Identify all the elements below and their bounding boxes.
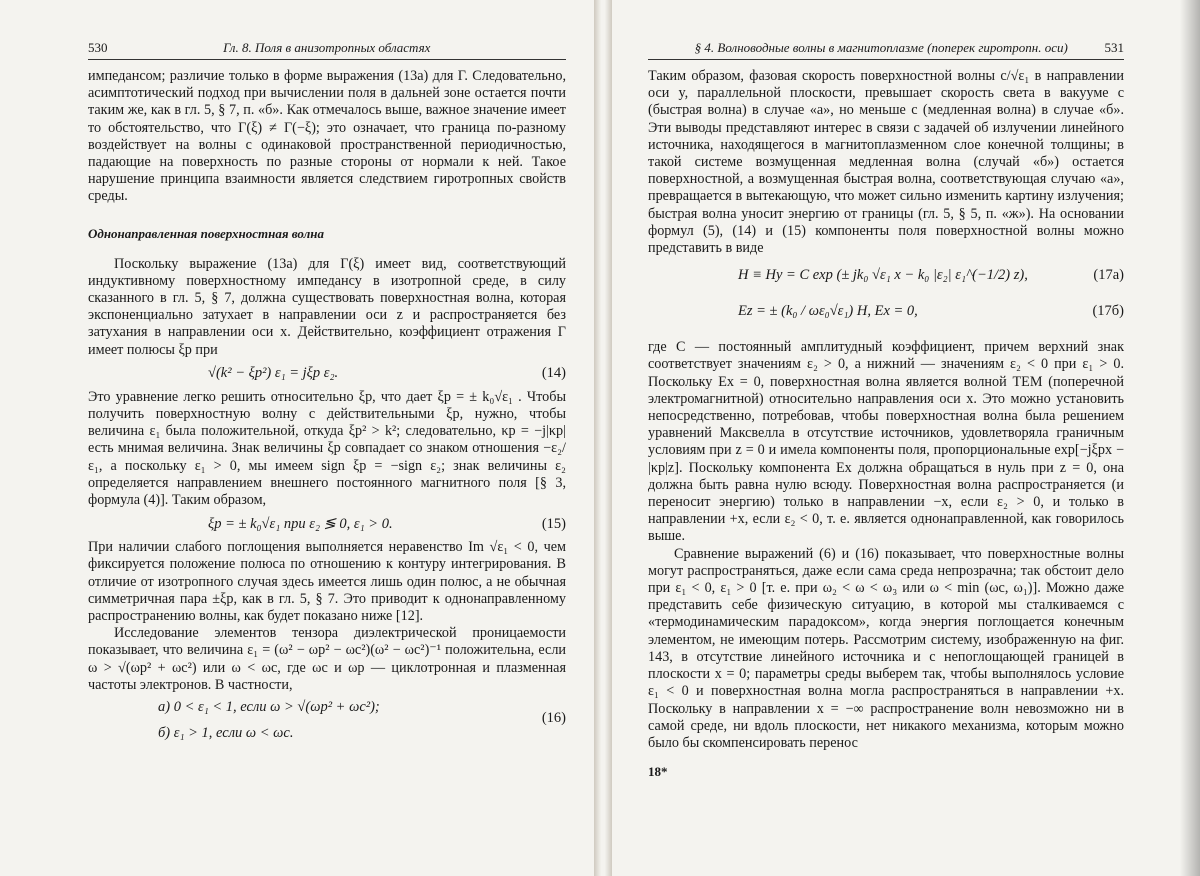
right-paragraph-2: где C — постоянный амплитудный коэффициент, причем верхний знак соответствует значениям ε₂ > 0, а нижний — значениям ε₂ < 0 при ε₁ > 0. Поскольку Ex = 0, поверхностная волна является волной TEM (поперечной электромагнитной) относительно направления оси x. Это можно установить непосредственно, потребовав, чтобы поверхностная волна была решением уравнений Максвелла в отсутствие источников, удовлетворяла граничным условиям при z = 0 и имела компоненты поля, пропорциональные exp[−jξpx − |κp|z]. Поскольку компонента Ex должна обращаться в нуль при z = 0, она должна быть равна нулю всюду. Поверхностная волна распространяется (и переносит энергию) только в направлении −x, если ε₂ > 0, и только в направлении +x, если ε₂ < 0, т. е. является однонаправленной, как говорилось выше. — [648, 339, 1124, 545]
equation-17b-number: (17б) — [1092, 302, 1124, 319]
right-paragraph-1: Таким образом, фазовая скорость поверхностной волны c/√ε₁ в направлении оси y, параллельной плоскости, превышает скорость света в вакууме c (быстрая волна) в случае «а», но меньше c (медленная волна) в случае «б». Эти выводы представляют интерес в связи с задачей об излучении линейного источника, находящегося в магнитоплазменном слое конечной толщины; в такой системе возмущенная медленная волна (случай «б») остается поверхностной, а возмущенная быстрая волна, соответствующая случаю «а», превращается в вытекающую, что может сильно изменить картину излучения; быстрая волна уносит энергию от границы (гл. 5, § 5, п. «ж»). На основании формул (5), (14) и (15) компоненты поля поверхностной волны можно представить в виде — [648, 68, 1124, 257]
right-page — [648, 40, 1124, 870]
right-page-number: 531 — [1104, 40, 1124, 55]
left-paragraph-3: Это уравнение легко решить относительно ξp, что дает ξp = ± k₀√ε₁ . Чтобы получить поверхностную волну с действительными ξp, нужно, чтобы величина ε₁ была положительной, откуда ξp² > k²; следовательно, κp = −j|κp| есть мнимая величина. Знак величины ξp совпадает со знаком отношения −ε₂/ε₁, а поскольку ε₁ > 0, мы имеем sign ξp = −sign ε₂; знак величины ε₂ определяется направлением внешнего постоянного магнитного поля [§ 3, формула (4)]. Таким образом, — [88, 388, 566, 509]
right-paragraph-3: Сравнение выражений (6) и (16) показывает, что поверхностные волны могут распространяться, даже если сама среда непрозрачна; так обстоит дело при ε₁ < 0, ε₁ > 0 [т. е. при ω₂ < ω < ω₃ или ω < min (ωc, ω₁)]. Можно даже представить себе физическую ситуацию, в которой мы сталкиваемся с «термодинамическим парадоксом», когда энергия поглощается конечным элементом, не имеющим потерь. Рассмотрим систему, изображенную на фиг. 143, в отсутствие линейного источника и с непоглощающей границей в плоскости x = 0; параметры среды выберем так, чтобы выполнялось условие ε₁ < 0 и поверхностная волна могла распространяться в направлении +x. Поскольку в направлении x = −∞ распространение волн невозможно ни в самой среде, ни вдоль плоскости, нет никакого механизма, которым можно было бы скомпенсировать перенос — [648, 545, 1124, 751]
equation-17b — [648, 293, 1124, 329]
equation-17a — [648, 257, 1124, 293]
section-subheading: Однонаправленная поверхностная волна — [88, 225, 324, 241]
equation-14 — [88, 359, 566, 389]
right-running-head — [648, 40, 1124, 60]
left-running-title: Гл. 8. Поля в анизотропных областях — [223, 40, 431, 55]
book-gutter — [594, 0, 612, 876]
left-page — [88, 40, 566, 870]
equation-15-number: (15) — [541, 515, 566, 532]
equation-17a-number: (17а) — [1093, 266, 1124, 283]
equation-14-body: √(k² − ξp²) ε₁ = jξp ε₂. — [208, 365, 339, 382]
equation-17b-body: Ez = ± (k₀ / ωε₀√ε₁) H, Ex = 0, — [738, 302, 918, 319]
page-edge-shadow — [1180, 0, 1200, 876]
left-running-head — [88, 40, 566, 60]
equation-14-number: (14) — [541, 365, 566, 382]
left-paragraph-1: импедансом; различие только в форме выражения (13а) для Г. Следовательно, асимптотический подход при вычислении поля в дальней зоне остается почти таким же, как в гл. 5, § 7, п. «б». Как отмечалось выше, важное значение имеет то обстоятельство, что Г(ξ) ≠ Г(−ξ); это означает, что граница по-разному воздействует на волны с одинаковой пространственной периодичностью, падающие на поверхность по разные стороны от нормали к ней. Такое нарушение принципа взаимности является следствием гиротропных свойств среды. — [88, 68, 566, 205]
equation-16a: а) 0 < ε₁ < 1, если ω > √(ωp² + ωc²); — [158, 699, 380, 716]
equation-16-number: (16) — [541, 710, 566, 727]
equation-15-body: ξp = ± k₀√ε₁ при ε₂ ≶ 0, ε₁ > 0. — [208, 515, 393, 532]
left-paragraph-2: Поскольку выражение (13а) для Г(ξ) имеет вид, соответствующий индуктивному поверхностному импедансу в изотропной среде, в силу сказанного в гл. 5, § 7, должна существовать поверхностная волна, которая экспоненциально затухает в направлении оси z и распространяется без затухания в направлении оси x. Действительно, коэффициент отражения Г имеет полюсы ξp при — [88, 255, 566, 358]
left-paragraph-4: При наличии слабого поглощения выполняется неравенство Im √ε₁ < 0, чем фиксируется положение полюса по отношению к контуру интегрирования. В отличие от изотропного случая здесь имеется лишь один полюс, а не обычная симметричная пара ±ξp, как в гл. 5, § 7. Это приводит к однонаправленному распространению волны, как будет показано ниже [12]. — [88, 539, 566, 625]
left-page-number: 530 — [88, 40, 108, 55]
right-running-title: § 4. Волноводные волны в магнитоплазме (поперек гиротропн. оси) — [694, 40, 1068, 55]
left-paragraph-5: Исследование элементов тензора диэлектрической проницаемости показывает, что величина ε₁ = (ω² − ωp² − ωc²)(ω² − ωc²)⁻¹ положительна, если ω > √(ωp² + ωc²) или ω < ωc, где ωc и ωp — циклотронная и плазменная частоты электронов. В частности, — [88, 625, 566, 693]
equation-16 — [88, 694, 566, 750]
equation-16b: б) ε₁ > 1, если ω < ωc. — [158, 725, 294, 742]
equation-17a-body: H ≡ Hy = C exp (± jk₀ √ε₁ x − k₀ |ε₂| ε₁^(−1/2) z), — [738, 266, 1028, 283]
signature-mark: 18* — [648, 764, 668, 780]
equation-15 — [88, 509, 566, 539]
